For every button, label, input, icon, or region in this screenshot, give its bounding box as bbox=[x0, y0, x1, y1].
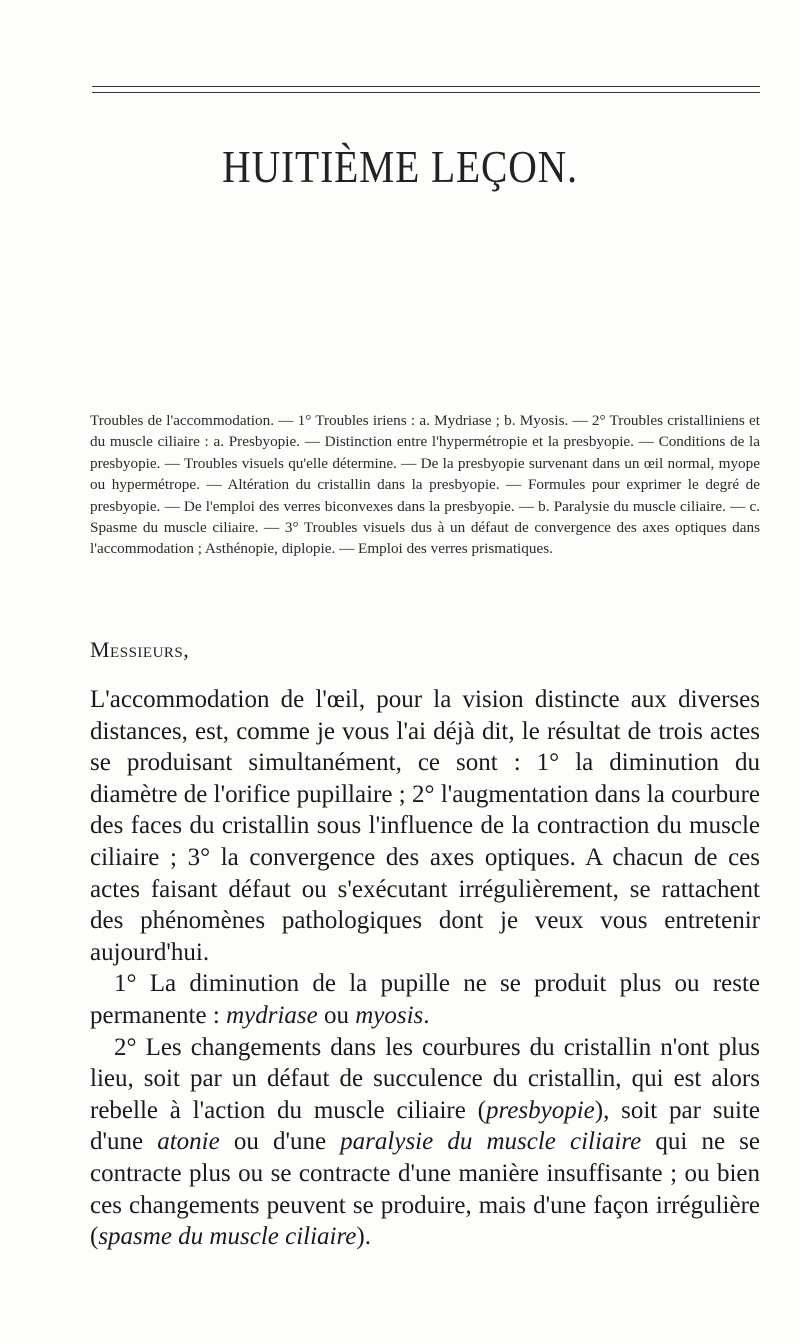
item-2-c: qui ne se contracte plus ou se contracte d'une manière insuffisante ; ou bien ces changements peuvent se produire, mais d'une façon irrégulière ( bbox=[90, 1128, 760, 1251]
item-2-end: ). bbox=[356, 1223, 371, 1251]
chapter-summary: Troubles de l'accommodation. — 1° Troubles iriens : a. Mydriase ; b. Myosis. — 2° Troubles cristalliniens et du muscle ciliaire : a. Presbyopie. — Distinction entre l'hypermétropie et la presbyopie. — Conditions de la presbyopie. — Troubles visuels qu'elle détermine. — De la presbyopie survenant dans un œil normal, myope ou hypermétrope. — Altération du cristallin dans la presbyopie. — Formules pour exprimer le degré de presbyopie. — De l'emploi des verres biconvexes dans la presbyopie. — b. Paralysie du muscle ciliaire. — c. Spasme du muscle ciliaire. — 3° Troubles visuels dus à un défaut de convergence des axes optiques dans l'accommodation ; Asthénopie, diplopie. — Emploi des verres prismatiques. bbox=[90, 412, 760, 558]
paragraph-item-2 bbox=[90, 1032, 760, 1253]
term-myosis: myosis bbox=[355, 1001, 424, 1029]
term-spasme: spasme du muscle ciliaire bbox=[98, 1223, 357, 1251]
item-1-end: . bbox=[423, 1001, 430, 1029]
body-text bbox=[90, 684, 760, 1253]
salutation: Messieurs, bbox=[90, 637, 190, 662]
item-1-lead: 1° La diminution de la pupille ne se produit plus ou reste permanente : bbox=[90, 970, 760, 1029]
term-presbyopie: presbyopie bbox=[485, 1096, 595, 1124]
page-title: HUITIÈME LEÇON. bbox=[222, 141, 578, 192]
item-1-mid: ou bbox=[317, 1001, 356, 1029]
item-2-a: ), soit par suite d'une bbox=[90, 1096, 760, 1156]
top-double-rule-upper bbox=[92, 86, 760, 87]
top-double-rule-lower bbox=[92, 92, 760, 93]
paragraph-item-1 bbox=[90, 968, 760, 1031]
paragraph-intro: L'accommodation de l'œil, pour la vision distincte aux diverses distances, est, comme je vous l'ai déjà dit, le résultat de trois actes se produisant simultanément, ce sont : 1° la diminution du diamètre de l'orifice pupillaire ; 2° l'augmentation dans la courbure des faces du cristallin sous l'influence de la contraction du muscle ciliaire ; 3° la convergence des axes optiques. A chacun de ces actes faisant défaut ou s'exécutant irrégulièrement, se rattachent des phénomènes pathologiques dont je veux vous entretenir aujourd'hui. bbox=[90, 686, 760, 966]
item-2-lead: 2° Les changements dans les courbures du cristallin n'ont plus lieu, soit par un défaut de succulence du cristallin, qui est alors rebelle à l'action du muscle ciliaire ( bbox=[90, 1033, 760, 1124]
term-atonie: atonie bbox=[157, 1128, 220, 1156]
term-paralysie: paralysie du muscle ciliaire bbox=[340, 1128, 642, 1156]
item-2-b: ou d'une bbox=[219, 1128, 341, 1156]
term-mydriase: mydriase bbox=[226, 1001, 318, 1029]
